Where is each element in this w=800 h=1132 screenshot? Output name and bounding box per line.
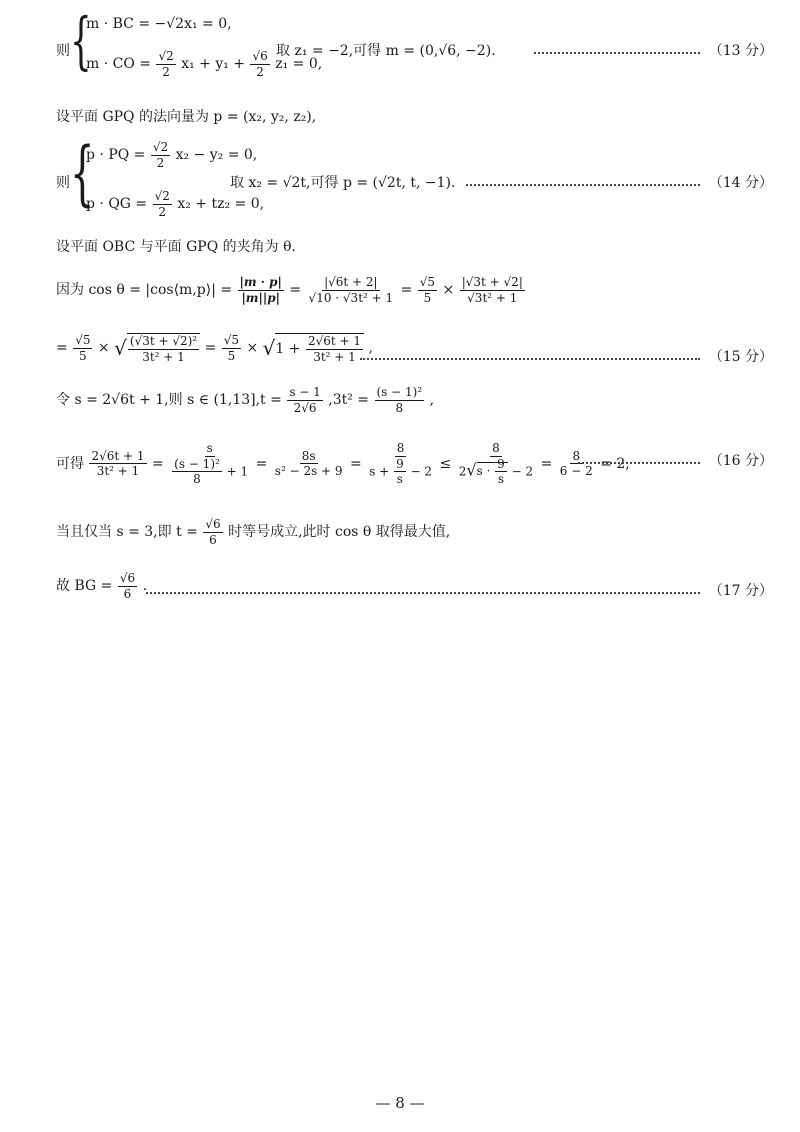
block1-ze: 则 <box>56 43 70 59</box>
left-brace-2: { <box>70 132 95 214</box>
page-number: — 8 — <box>375 1094 425 1112</box>
dotted-leader-17 <box>146 592 700 594</box>
score-17: （17 分） <box>708 583 773 599</box>
line-16: 可得 $\frac{2√6t + 1}{\text{3t² + 1}}$ = s $\frac{\text{(s − 1)²}}{8}$ + 1 = $\frac{8s}{\text{s² − 2s + 9}}$ = 8 s + $\frac{9}{s}$ − 2 ≤ 8 2√s · $\frac{9}{s}$ − 2 = $\frac{8}{6 - 2}$ = 2, <box>56 441 630 487</box>
frac-sqrt2: $\frac{√2}{2}$ <box>158 49 174 79</box>
line-cos: 因为 cos θ = |cos⟨m,p⟩| = $\frac{|m \cdot p|}{|m||p|}$ = $\frac{|√6t + 2|}{\text{√10 · √3t² + 1}}$ = $\frac{√5}{5}$ × $\frac{|√3t + √2|}{\text{√3t² + 1}}$ <box>56 275 523 305</box>
dotted-leader-14 <box>466 184 700 186</box>
block2-eq1: p · PQ = $\frac{√2}{2}$ x₂ − y₂ = 0, <box>86 140 258 170</box>
left-brace-1: { <box>70 4 92 77</box>
line-equality: 当且仅当 s = 3,即 t = $\frac{√6}{6}$ 时等号成立,此时 cos θ 取得最大值, <box>56 517 451 547</box>
block1-eq1: m · BC = −√2x₁ = 0, <box>86 16 232 32</box>
block2-eq2: p · QG = $\frac{√2}{2}$ x₂ + tz₂ = 0, <box>86 189 265 219</box>
score-14: （14 分） <box>708 175 773 191</box>
dotted-leader-16 <box>578 462 700 464</box>
block2-take: 取 x₂ = √2t,可得 p = (√2t, t, −1). <box>230 175 456 191</box>
block1-take: 取 z₁ = −2,可得 m = (0,√6, −2). <box>276 43 496 59</box>
line-17: 故 BG = $\frac{√6}{6}$ . <box>56 571 148 601</box>
line-substitution: 令 s = 2√6t + 1,则 s ∈ (1,13],t = $\frac{s - 1}{2√6}$ ,3t² = $\frac{\text{(s − 1)²}}{8}$ , <box>56 385 435 415</box>
score-16: （16 分） <box>708 453 773 469</box>
dotted-leader-15 <box>360 358 700 360</box>
eq2-c: z₁ = 0, <box>275 56 323 73</box>
block2-ze: 则 <box>56 175 70 191</box>
eq2-b: x₁ + y₁ + <box>181 56 246 73</box>
line-normal-p: 设平面 GPQ 的法向量为 p = (x₂, y₂, z₂), <box>56 109 317 125</box>
eq2-a: m · CO = <box>86 56 151 73</box>
dotted-leader-13 <box>534 52 700 54</box>
line-15: = $\frac{√5}{5}$ × √ $\frac{\text{(√3t + √2)²}}{\text{3t² + 1}}$ = $\frac{√5}{5}$ × √1 + $\frac{2√6t + 1}{\text{3t² + 1}}$ , <box>56 333 373 364</box>
score-13: （13 分） <box>708 43 773 59</box>
score-15: （15 分） <box>708 349 773 365</box>
frac-sqrt6: $\frac{√6}{2}$ <box>252 49 268 79</box>
line-theta: 设平面 OBC 与平面 GPQ 的夹角为 θ. <box>56 239 296 255</box>
